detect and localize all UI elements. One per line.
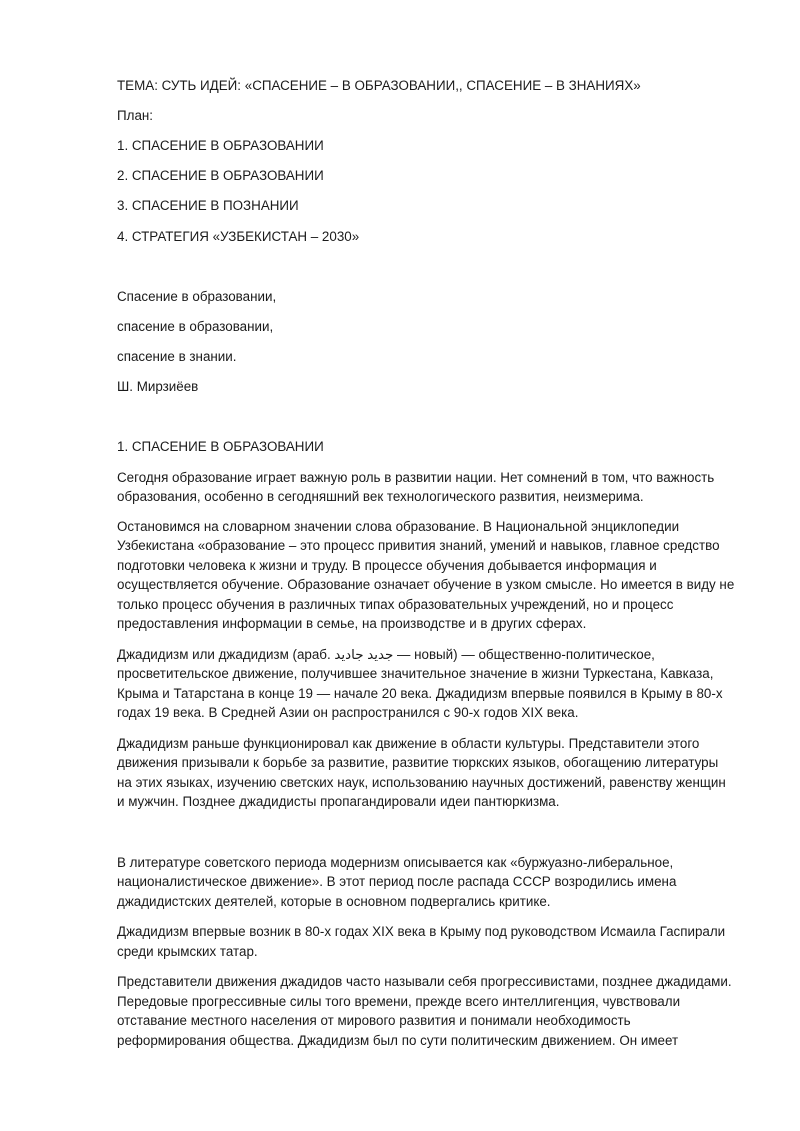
paragraph-line: Передовые прогрессивные силы того времени, прежде всего интеллигенция, чувствовали <box>117 994 681 1009</box>
document-title: ТЕМА: СУТЬ ИДЕЙ: «СПАСЕНИЕ – В ОБРАЗОВАНИИ,, СПАСЕНИЕ – В ЗНАНИЯХ» <box>117 78 641 93</box>
paragraph-line: среди крымских татар. <box>117 944 258 959</box>
section-heading: 1. СПАСЕНИЕ В ОБРАЗОВАНИИ <box>117 439 324 454</box>
paragraph-line: В литературе советского периода модернизм описывается как «буржуазно-либеральное, <box>117 855 674 870</box>
paragraph-line: Представители движения джадидов часто называли себя прогрессивистами, позднее джадидами. <box>117 974 732 989</box>
paragraph-line: Джадидизм раньше функционировал как движение в области культуры. Представители этого <box>117 736 700 751</box>
paragraph-line: образования, особенно в сегодняшний век технологического развития, неизмерима. <box>117 489 644 504</box>
paragraph-line: предоставления информации в семье, на производстве и в других сферах. <box>117 616 587 631</box>
epigraph-line-1: Спасение в образовании, <box>117 289 277 304</box>
epigraph-line-3: спасение в знании. <box>117 349 237 364</box>
epigraph-author: Ш. Мирзиёев <box>117 379 199 394</box>
paragraph-line: реформирования общества. Джадидизм был по сути политическим движением. Он имеет <box>117 1033 679 1048</box>
paragraph-line: Узбекистана «образование – это процесс привития знаний, умений и навыков, главное средство <box>117 538 720 553</box>
plan-label: План: <box>117 108 154 123</box>
paragraph-line: и мужчин. Позднее джадидисты пропагандировали идеи пантюркизма. <box>117 794 560 809</box>
paragraph-line: отставание местного населения от мирового развития и понимали необходимость <box>117 1013 631 1028</box>
paragraph-line: Джадидизм или джадидизм (араб. جديد جاديد — новый) — общественно-политическое, <box>117 647 655 662</box>
paragraph-line: осуществляется обучение. Образование означает обучение в узком смысле. Но имеется в виду не <box>117 577 735 592</box>
paragraph-line: националистическое движение». В этот период после распада СССР возродились имена <box>117 874 677 889</box>
plan-item-3: 3. СПАСЕНИЕ В ПОЗНАНИИ <box>117 198 299 213</box>
plan-item-2: 2. СПАСЕНИЕ В ОБРАЗОВАНИИ <box>117 168 324 183</box>
paragraph-line: Сегодня образование играет важную роль в развитии нации. Нет сомнений в том, что важность <box>117 470 715 485</box>
paragraph-line: джадидистских деятелей, которые в основном подвергались критике. <box>117 894 551 909</box>
paragraph-line: просветительское движение, получившее значительное значение в жизни Туркестана, Кавказа, <box>117 666 714 681</box>
paragraph-line: Крыма и Татарстана в конце 19 — начале 20 века. Джадидизм впервые появился в Крыму в 80-х <box>117 686 723 701</box>
epigraph-line-2: спасение в образовании, <box>117 319 274 334</box>
paragraph-line: движения призывали к борьбе за развитие, развитие тюркских языков, обогащению литературы <box>117 755 719 770</box>
paragraph-line: годах 19 века. В Средней Азии он распространился с 90-х годов XIX века. <box>117 705 579 720</box>
paragraph-line: на этих языках, изучению светских наук, использованию научных достижений, равенству женщин <box>117 775 726 790</box>
plan-item-4: 4. СТРАТЕГИЯ «УЗБЕКИСТАН – 2030» <box>117 229 360 244</box>
paragraph-line: Остановимся на словарном значении слова образование. В Национальной энциклопедии <box>117 519 680 534</box>
paragraph-line: только процесс обучения в различных типах образовательных учреждений, но и процесс <box>117 597 674 612</box>
paragraph-line: Джадидизм впервые возник в 80-х годах XIX века в Крыму под руководством Исмаила Гаспирали <box>117 924 726 939</box>
plan-item-1: 1. СПАСЕНИЕ В ОБРАЗОВАНИИ <box>117 138 324 153</box>
paragraph-line: подготовки человека к жизни и труду. В процессе обучения добывается информация и <box>117 558 657 573</box>
